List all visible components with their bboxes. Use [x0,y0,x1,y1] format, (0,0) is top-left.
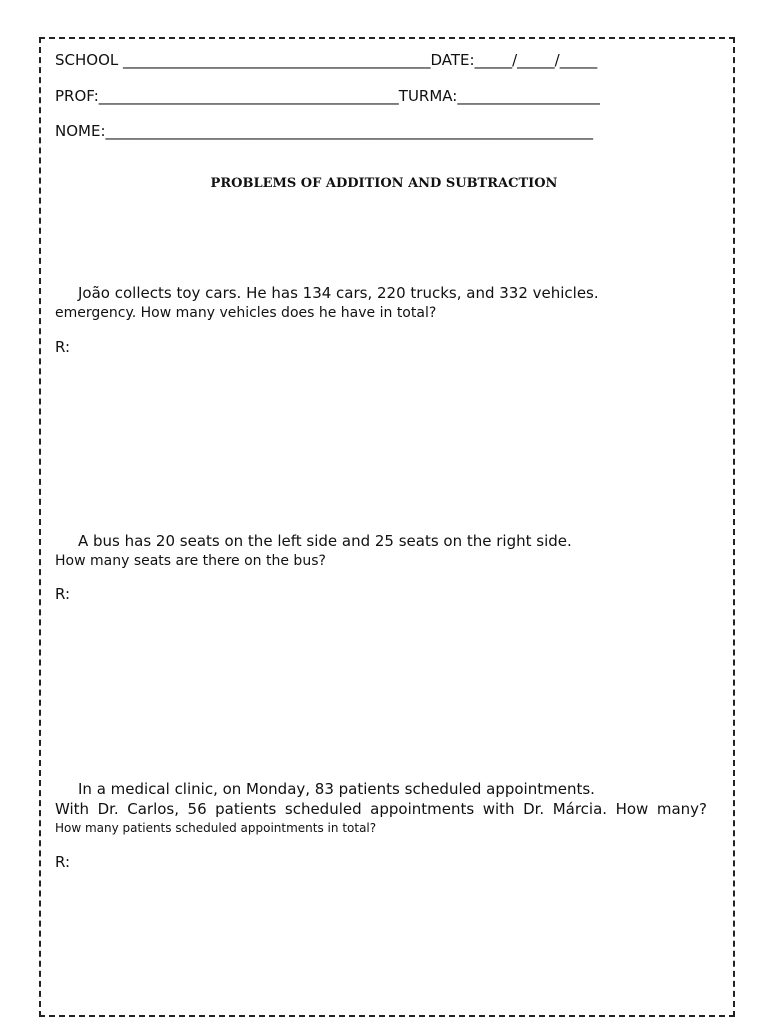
question-2 [55,532,707,569]
question-1-line-1: João collects toy cars. He has 134 cars, 220 trucks, and 332 vehicles. [78,284,599,302]
question-2-line-2: How many seats are there on the bus? [55,553,326,569]
question-1 [55,284,707,321]
question-1-line-2: emergency. How many vehicles does he have in total? [55,305,437,321]
question-3-answer-label: R: [55,853,71,871]
question-3-line-2: With Dr. Carlos, 56 patients scheduled appointments with Dr. Márcia. How many? [55,800,707,818]
school-date-line: SCHOOL _________________________________________DATE:_____/_____/_____ [55,51,598,69]
question-1-answer-label: R: [55,338,71,356]
worksheet-title: PROBLEMS OF ADDITION AND SUBTRACTION [210,176,558,191]
question-2-line-1: A bus has 20 seats on the left side and 25 seats on the right side. [78,532,572,550]
prof-turma-line: PROF:________________________________________TURMA:___________________ [55,87,600,105]
question-3 [55,780,707,835]
question-3-line-1: In a medical clinic, on Monday, 83 patients scheduled appointments. [78,780,595,798]
nome-line: NOME:_________________________________________________________________ [55,122,594,140]
question-3-line-3: How many patients scheduled appointments in total? [55,821,377,835]
question-2-answer-label: R: [55,585,71,603]
